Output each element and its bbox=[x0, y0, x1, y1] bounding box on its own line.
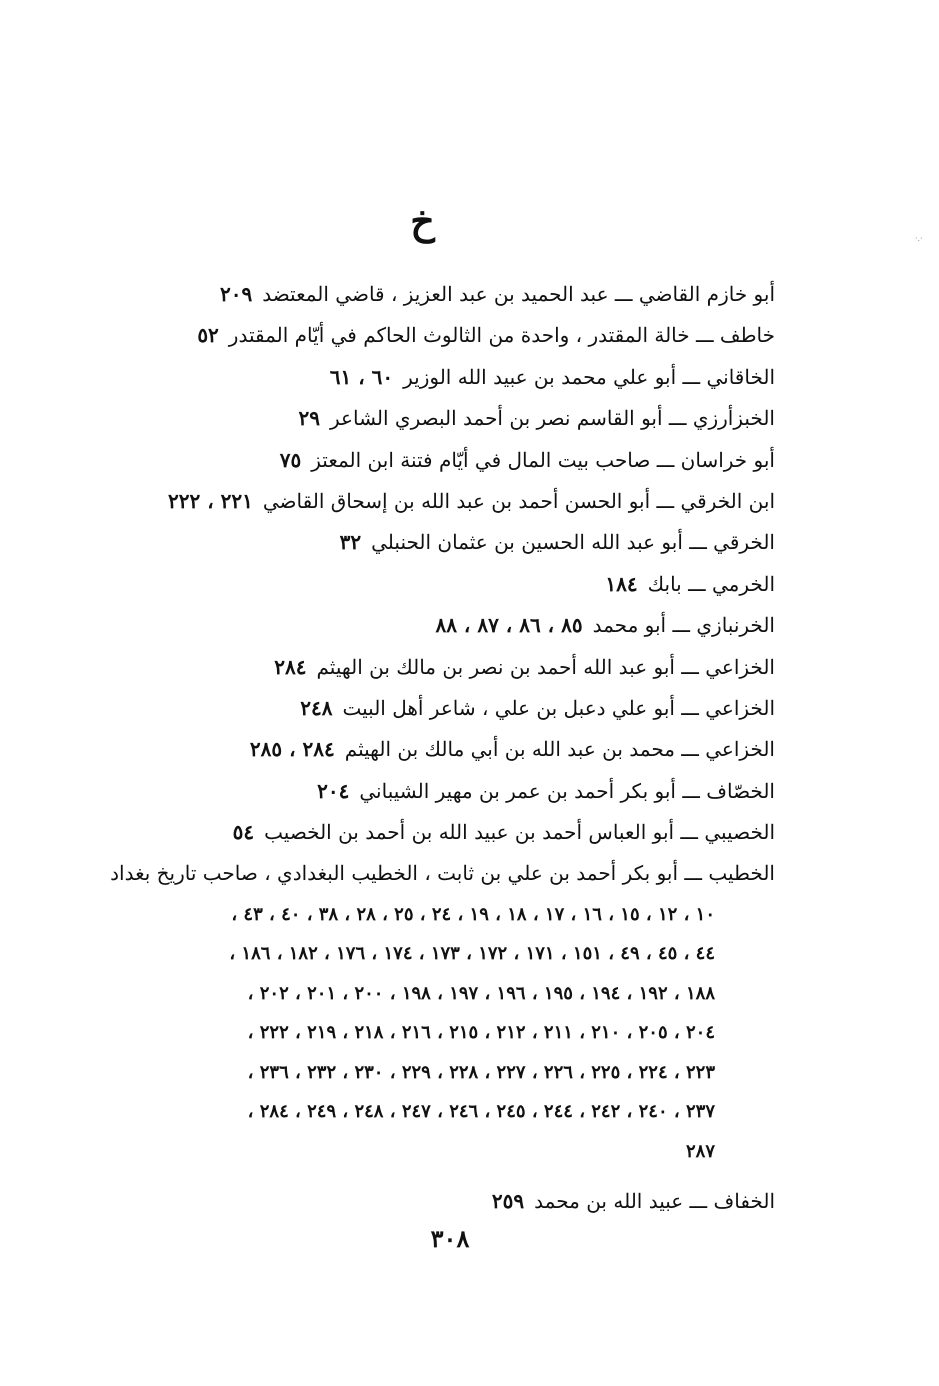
entry-pages: ٣٢ bbox=[339, 530, 362, 555]
index-entry bbox=[95, 729, 775, 770]
page-reference-line: ٢٢٣ ، ٢٢٤ ، ٢٢٥ ، ٢٢٦ ، ٢٢٧ ، ٢٢٨ ، ٢٢٩ ، ٢٣٠ ، ٢٣٢ ، ٢٣٦ ، bbox=[247, 1061, 715, 1083]
entry-pages: ٨٥ ، ٨٦ ، ٨٧ ، ٨٨ bbox=[435, 613, 583, 638]
index-entry bbox=[95, 522, 775, 563]
khatib-page-references bbox=[95, 895, 775, 1172]
entry-text: ابن الخرقي ـــ أبو الحسن أحمد بن عبد الله بن إسحاق القاضي bbox=[262, 488, 775, 513]
entry-pages: ٢٨٤ bbox=[274, 654, 307, 679]
entry-text: أبو خازم القاضي ـــ عبد الحميد بن عبد العزيز ، قاضي المعتضد bbox=[262, 282, 775, 306]
index-entry bbox=[95, 315, 775, 356]
index-entries bbox=[95, 274, 775, 1223]
index-entry bbox=[95, 564, 775, 605]
entry-pages: ٢٠٩ bbox=[219, 282, 253, 306]
entry-text: خاطف ـــ خالة المقتدر ، واحدة من الثالوث الحاكم في أيّام المقتدر bbox=[228, 323, 775, 348]
entry-text: الخرنبازي ـــ أبو محمد bbox=[592, 613, 775, 638]
index-entry bbox=[95, 357, 775, 398]
entry-text: الخصّاف ـــ أبو بكر أحمد بن عمر بن مهير الشيباني bbox=[359, 778, 775, 803]
index-entry bbox=[95, 605, 775, 646]
page-reference-line: ٢٨٧ bbox=[685, 1140, 715, 1162]
section-letter-heading: خ bbox=[410, 198, 435, 243]
entry-text: الخفاف ـــ عبيد الله بن محمد bbox=[534, 1189, 775, 1214]
index-entry bbox=[95, 771, 775, 812]
entry-pages: ٢٩ bbox=[298, 406, 321, 431]
page-reference-line: ١٨٨ ، ١٩٢ ، ١٩٤ ، ١٩٥ ، ١٩٦ ، ١٩٧ ، ١٩٨ ، ٢٠٠ ، ٢٠١ ، ٢٠٢ ، bbox=[247, 982, 715, 1004]
entry-text: أبو خراسان ـــ صاحب بيت المال في أيّام فتنة ابن المعتز bbox=[311, 447, 775, 472]
entry-text: الخزاعي ـــ أبو عبد الله أحمد بن نصر بن مالك بن الهيثم bbox=[316, 654, 775, 679]
index-entry bbox=[95, 647, 775, 688]
index-entry bbox=[95, 688, 775, 729]
entry-pages: ٧٥ bbox=[279, 447, 302, 472]
entry-pages: ٥٢ bbox=[197, 323, 219, 348]
entry-text: الخطيب ـــ أبو بكر أحمد بن علي بن ثابت ، الخطيب البغدادي ، صاحب تاريخ بغداد bbox=[110, 861, 775, 886]
entry-text: الخزاعي ـــ أبو علي دعبل بن علي ، شاعر أهل البيت bbox=[342, 695, 775, 720]
scan-speck: ·.· bbox=[915, 234, 923, 243]
entry-pages: ٥٤ bbox=[232, 820, 255, 845]
index-entry bbox=[95, 812, 775, 853]
entry-pages: ١٨٤ bbox=[605, 571, 638, 596]
page-reference-line: ١٠ ، ١٢ ، ١٥ ، ١٦ ، ١٧ ، ١٨ ، ١٩ ، ٢٤ ، ٢٥ ، ٢٨ ، ٣٨ ، ٤٠ ، ٤٣ ، bbox=[231, 903, 715, 925]
entry-text: الخصيبي ـــ أبو العباس أحمد بن عبيد الله بن أحمد بن الخصيب bbox=[264, 820, 775, 845]
entry-text: الخرمي ـــ بابك bbox=[647, 571, 775, 596]
entry-text: الخرقي ـــ أبو عبد الله الحسين بن عثمان الحنبلي bbox=[371, 530, 775, 555]
index-entry-khatib bbox=[95, 853, 775, 894]
entry-pages: ٢٢١ ، ٢٢٢ bbox=[168, 488, 253, 513]
index-entry bbox=[95, 440, 775, 481]
page-reference-line: ٢٣٧ ، ٢٤٠ ، ٢٤٢ ، ٢٤٤ ، ٢٤٥ ، ٢٤٦ ، ٢٤٧ ، ٢٤٨ ، ٢٤٩ ، ٢٨٤ ، bbox=[247, 1101, 715, 1123]
entry-pages: ٢٤٨ bbox=[300, 695, 333, 720]
index-entry bbox=[95, 1181, 775, 1222]
page-reference-line: ٢٠٤ ، ٢٠٥ ، ٢١٠ ، ٢١١ ، ٢١٢ ، ٢١٥ ، ٢١٦ ، ٢١٨ ، ٢١٩ ، ٢٢٢ ، bbox=[247, 1022, 715, 1044]
entry-pages: ٦٠ ، ٦١ bbox=[329, 364, 394, 389]
entry-text: الخاقاني ـــ أبو علي محمد بن عبيد الله الوزير bbox=[403, 364, 775, 389]
entry-text: الخبزأرزي ـــ أبو القاسم نصر بن أحمد البصري الشاعر bbox=[330, 406, 775, 431]
entry-pages: ٢٠٤ bbox=[317, 778, 350, 803]
index-entry bbox=[95, 481, 775, 522]
page-number: ٣٠٨ bbox=[430, 1224, 470, 1253]
entry-text: الخزاعي ـــ محمد بن عبد الله بن أبي مالك بن الهيثم bbox=[344, 737, 775, 762]
entry-pages: ٢٨٤ ، ٢٨٥ bbox=[249, 737, 335, 762]
page-reference-line: ٤٤ ، ٤٥ ، ٤٩ ، ١٥١ ، ١٧١ ، ١٧٢ ، ١٧٣ ، ١٧٤ ، ١٧٦ ، ١٨٢ ، ١٨٦ ، bbox=[229, 943, 715, 965]
index-entry bbox=[95, 274, 775, 315]
entry-pages: ٢٥٩ bbox=[491, 1189, 525, 1214]
index-entry bbox=[95, 398, 775, 439]
